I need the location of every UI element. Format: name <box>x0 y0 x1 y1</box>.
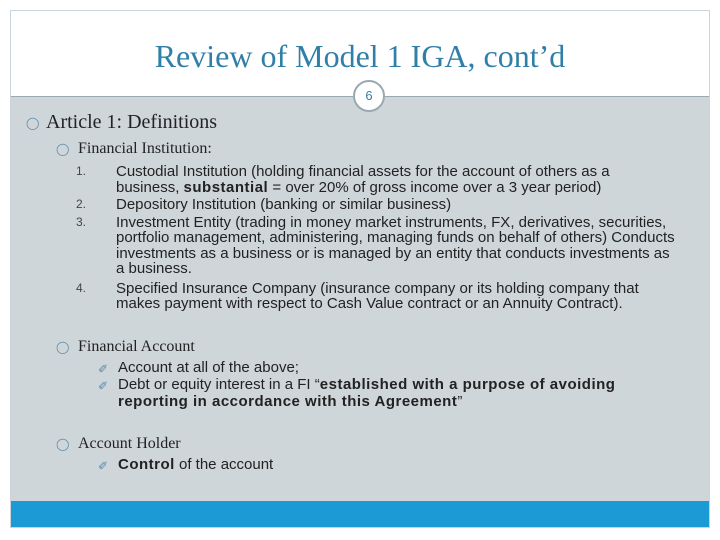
section-heading-text: Financial Institution: <box>78 140 212 157</box>
section-heading-text: Account Holder <box>78 435 181 452</box>
list-item <box>76 197 676 213</box>
ordered-list <box>76 164 676 312</box>
list-item <box>76 281 676 312</box>
list-item <box>76 164 676 195</box>
text-run: Investment Entity (trading in money market instruments, FX, derivatives, securities, portfolio management, administering, managing funds on behalf of others) Conducts investments as a business or is managed by an entity that conducts investments as a business. <box>116 213 675 277</box>
list-number: 3. <box>76 214 87 229</box>
pencil-arrow-icon: ✐ <box>98 459 109 473</box>
bold-text: substantial <box>183 178 269 196</box>
hollow-circle-icon: ◯ <box>56 437 70 451</box>
list-number: 4. <box>76 280 87 295</box>
section-heading <box>24 138 684 160</box>
text-run: Depository Institution (banking or similar business) <box>116 196 452 213</box>
section-heading <box>24 336 684 358</box>
text-run: Custodial Institution (holding financial assets for the account of others as a business, <box>116 163 610 196</box>
text-run: ” <box>457 392 463 410</box>
text-run: = over 20% of gross income over a 3 year period) <box>268 178 602 196</box>
sub-list-item <box>98 360 668 377</box>
section-heading-text: Financial Account <box>78 337 195 355</box>
pencil-arrow-icon: ✐ <box>98 379 109 393</box>
section-heading <box>24 433 684 455</box>
sub-list-item <box>98 377 668 410</box>
spacer <box>24 314 684 336</box>
hollow-circle-icon: ◯ <box>26 116 40 130</box>
text-run: Account at all of the above; <box>118 358 299 376</box>
article-label: Article 1: Definitions <box>46 111 218 133</box>
hollow-circle-icon: ◯ <box>56 142 70 156</box>
sub-list <box>98 457 668 474</box>
article-heading <box>24 108 684 136</box>
hollow-circle-icon: ◯ <box>56 339 70 354</box>
slide-body <box>24 108 684 475</box>
text-run: of the account <box>174 456 274 473</box>
list-number: 2. <box>76 197 87 211</box>
list-number: 1. <box>76 164 87 178</box>
bold-text: established with a purpose of avoiding reporting in accordance with this Agreement <box>118 376 616 410</box>
slide-title: Review of Model 1 IGA, cont’d <box>154 38 566 74</box>
sub-list-item <box>98 457 668 474</box>
text-run: Specified Insurance Company (insurance company or its holding company that makes payment with respect to Cash Value contract or an Annuity Contract). <box>116 279 639 312</box>
page-number-badge: 6 <box>353 80 385 112</box>
footer-bar <box>11 501 709 527</box>
bold-text: Control <box>118 456 175 473</box>
spacer <box>24 411 684 433</box>
text-run: Debt or equity interest in a FI “ <box>118 376 320 393</box>
pencil-arrow-icon: ✐ <box>98 361 109 376</box>
list-item <box>76 215 676 277</box>
sub-list <box>98 360 668 411</box>
